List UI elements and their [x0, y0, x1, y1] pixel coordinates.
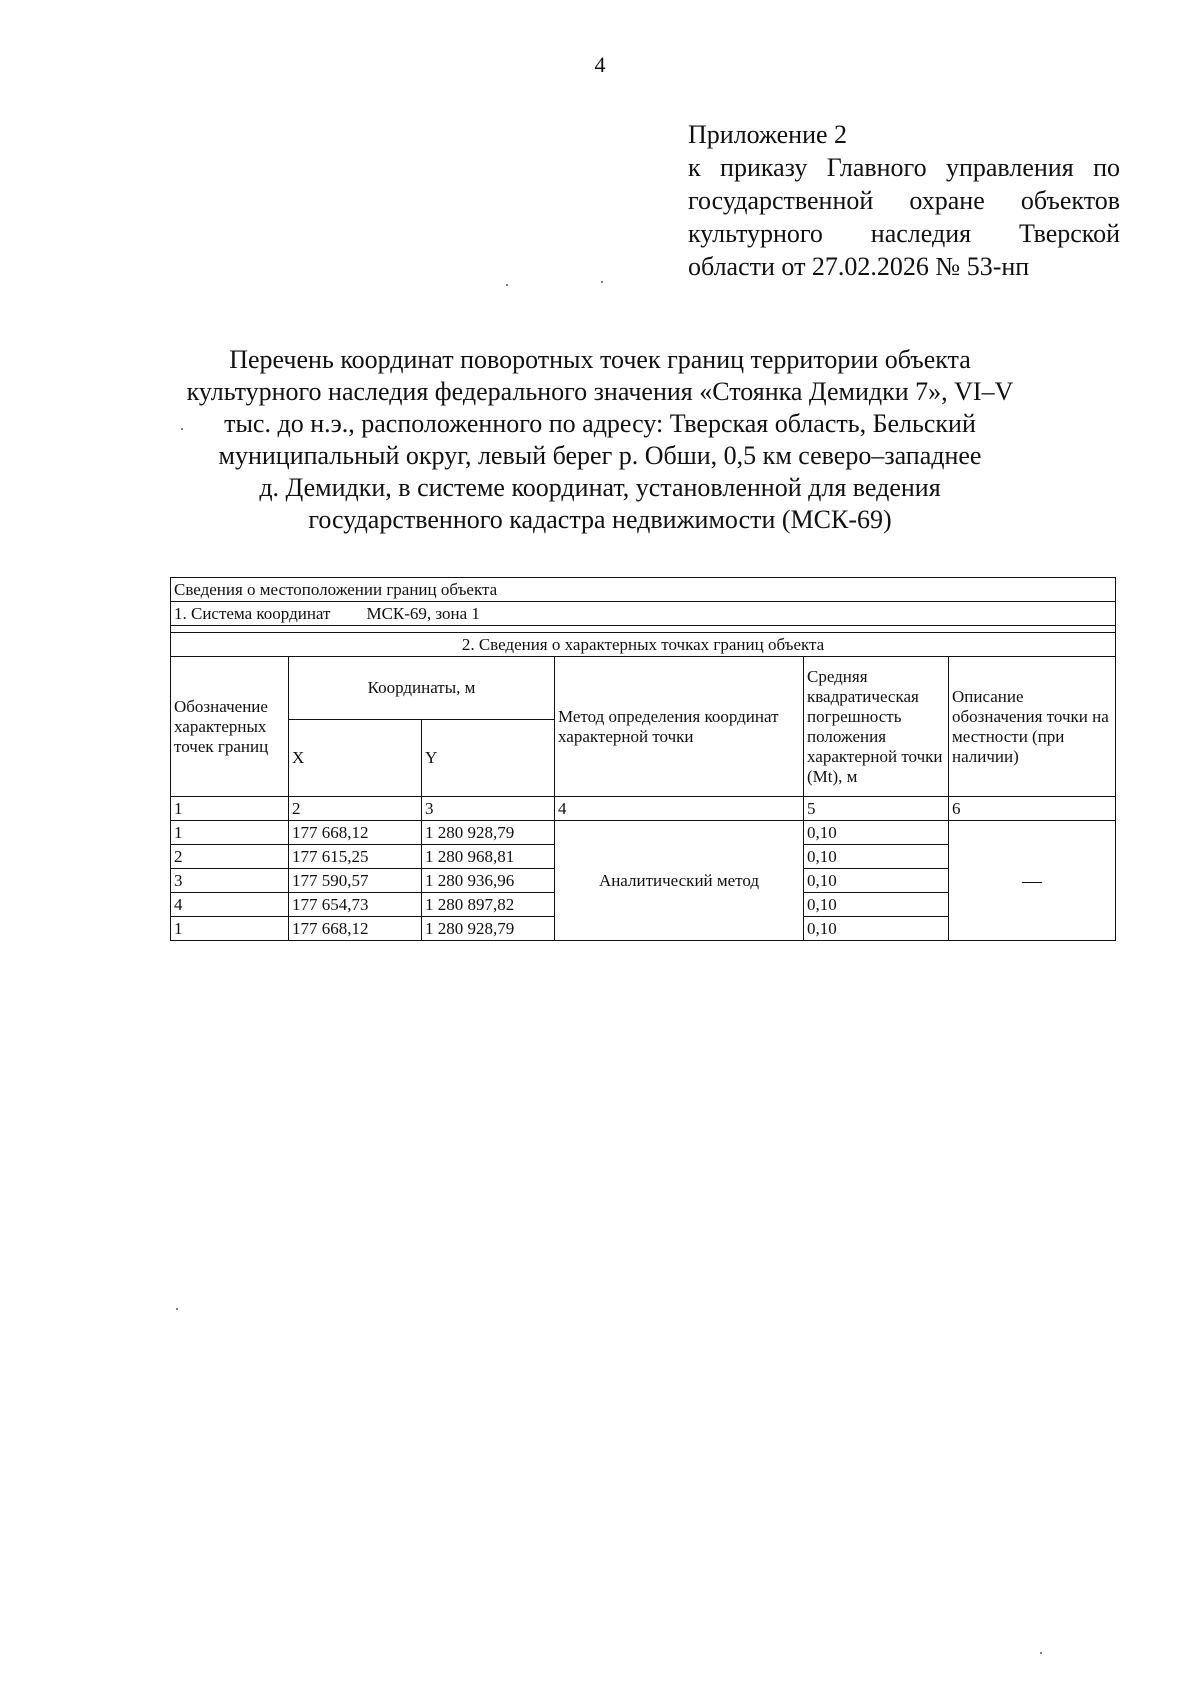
column-number: 6 — [949, 797, 1116, 821]
table-gap — [171, 626, 1116, 633]
scan-speck — [601, 281, 603, 283]
column-number: 1 — [171, 797, 289, 821]
points-title-cell: 2. Сведения о характерных точках границ объекта — [171, 633, 1116, 657]
x-cell: 177 590,57 — [289, 869, 422, 893]
scan-speck — [1040, 1652, 1042, 1654]
scan-speck — [506, 284, 508, 286]
title-line: тыс. до н.э., расположенного по адресу: Тверская область, Бельский — [224, 409, 976, 438]
header-x: X — [289, 720, 422, 797]
point-cell: 1 — [171, 821, 289, 845]
error-cell: 0,10 — [804, 821, 949, 845]
coordinate-system-label: 1. Система координат — [174, 603, 331, 623]
header-method: Метод определения координат характерной точки — [555, 657, 804, 797]
page-number: 4 — [594, 52, 606, 77]
coordinate-system-value: МСК-69, зона 1 — [366, 603, 480, 623]
y-cell: 1 280 928,79 — [422, 917, 555, 941]
title-line: Перечень координат поворотных точек границ территории объекта — [229, 345, 971, 374]
y-cell: 1 280 968,81 — [422, 845, 555, 869]
document-title — [150, 344, 1050, 536]
point-cell: 3 — [171, 869, 289, 893]
x-cell: 177 615,25 — [289, 845, 422, 869]
title-line: государственного кадастра недвижимости (МСК-69) — [308, 505, 892, 534]
point-cell: 1 — [171, 917, 289, 941]
header-coordinates: Координаты, м — [289, 657, 555, 720]
description-cell: — — [949, 821, 1116, 941]
section-title-cell: Сведения о местоположении границ объекта — [171, 578, 1116, 602]
error-cell: 0,10 — [804, 869, 949, 893]
y-cell: 1 280 936,96 — [422, 869, 555, 893]
column-number: 5 — [804, 797, 949, 821]
scan-speck — [176, 1308, 178, 1310]
coordinate-system-cell — [171, 602, 1116, 626]
title-line: муниципальный округ, левый берег р. Обши, 0,5 км северо–западнее — [218, 441, 982, 470]
title-line: культурного наследия федерального значения «Стоянка Демидки 7», VI–V — [186, 377, 1014, 406]
method-cell: Аналитический метод — [555, 821, 804, 941]
appendix-line: государственной охране объектов — [688, 186, 1120, 215]
scan-speck — [181, 428, 183, 430]
column-number: 2 — [289, 797, 422, 821]
error-cell: 0,10 — [804, 917, 949, 941]
error-cell: 0,10 — [804, 845, 949, 869]
x-cell: 177 668,12 — [289, 821, 422, 845]
appendix-line: Приложение 2 — [688, 120, 848, 149]
y-cell: 1 280 897,82 — [422, 893, 555, 917]
header-y: Y — [422, 720, 555, 797]
point-cell: 2 — [171, 845, 289, 869]
column-number: 4 — [555, 797, 804, 821]
table-row — [171, 821, 1116, 845]
appendix-line: культурного наследия Тверской — [688, 219, 1120, 248]
coordinates-table — [170, 577, 1116, 941]
y-cell: 1 280 928,79 — [422, 821, 555, 845]
column-number: 3 — [422, 797, 555, 821]
x-cell: 177 654,73 — [289, 893, 422, 917]
title-line: д. Демидки, в системе координат, установленной для ведения — [259, 473, 941, 502]
appendix-line: к приказу Главного управления по — [688, 153, 1120, 182]
appendix-line: области от 27.02.2026 № 53-нп — [688, 252, 1030, 281]
x-cell: 177 668,12 — [289, 917, 422, 941]
header-description: Описание обозначения точки на местности (при наличии) — [949, 657, 1116, 797]
header-designation: Обозначение характерных точек границ — [171, 657, 289, 797]
error-cell: 0,10 — [804, 893, 949, 917]
header-error: Средняя квадратическая погрешность положения характерной точки (Mt), м — [804, 657, 949, 797]
point-cell: 4 — [171, 893, 289, 917]
appendix-block — [688, 118, 1120, 283]
